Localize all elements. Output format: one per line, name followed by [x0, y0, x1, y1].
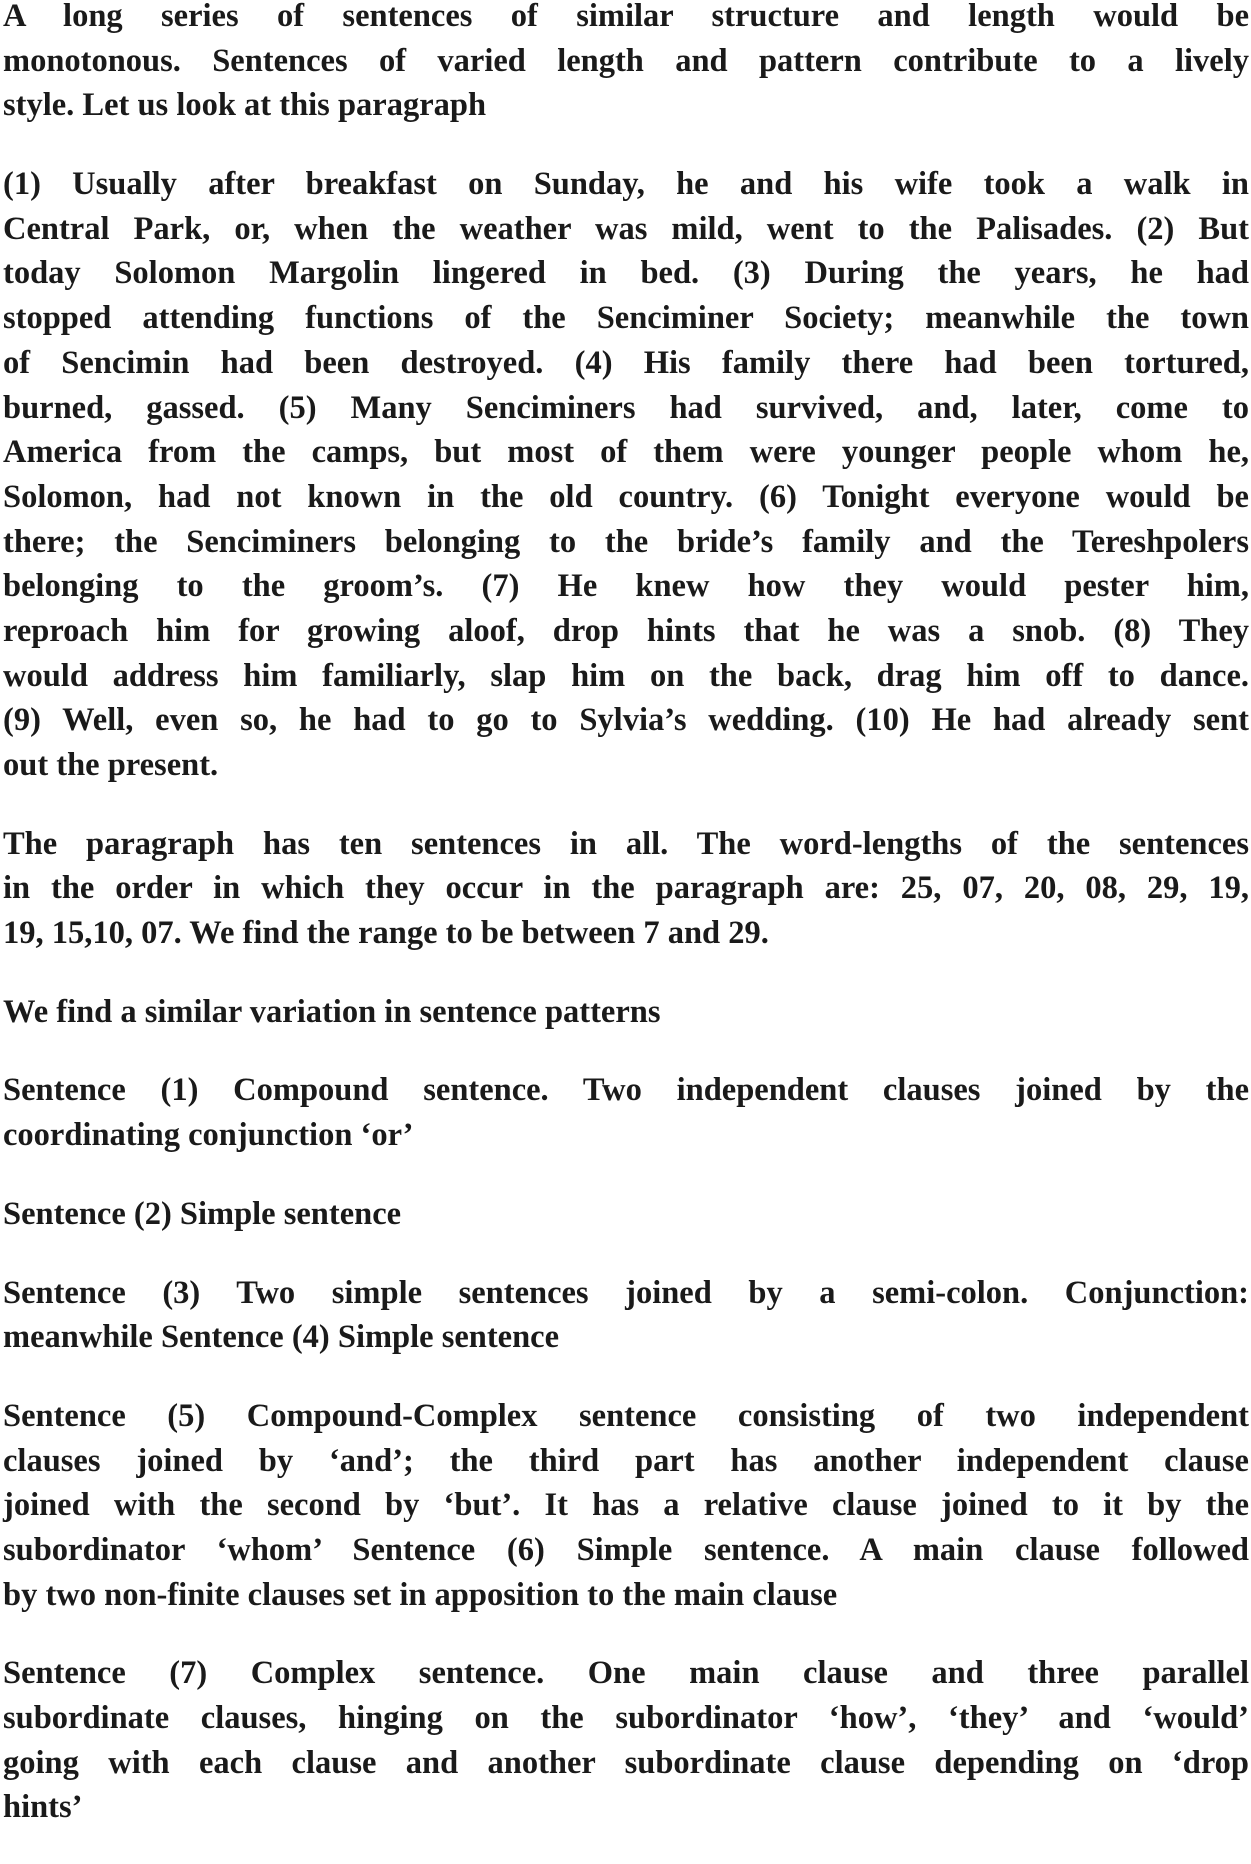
text-line: burned, gassed. (5) Many Senciminers had survived, and, later, come to: [3, 389, 1249, 426]
text-line: We find a similar variation in sentence patterns: [3, 993, 661, 1030]
paragraph: [3, 1651, 1249, 1830]
text-line: A long series of sentences of similar structure and length would be: [3, 0, 1249, 34]
text-line: going with each clause and another subordinate clause depending on ‘drop: [3, 1744, 1249, 1781]
text-line: (9) Well, even so, he had to go to Sylvia’s wedding. (10) He had already sent: [3, 702, 1249, 739]
paragraph: [3, 1271, 1249, 1360]
text-line: coordinating conjunction ‘or’: [3, 1117, 414, 1154]
paragraph: [3, 0, 1249, 128]
text-line: The paragraph has ten sentences in all. The word-lengths of the sentences: [3, 825, 1249, 862]
text-line: Sentence (5) Compound-Complex sentence consisting of two independent: [3, 1397, 1249, 1434]
text-line: clauses joined by ‘and’; the third part has another independent clause: [3, 1442, 1249, 1479]
text-line: hints’: [3, 1789, 83, 1826]
text-line: of Sencimin had been destroyed. (4) His family there had been tortured,: [3, 344, 1249, 381]
text-line: out the present.: [3, 747, 219, 783]
text-line: Sentence (3) Two simple sentences joined by a semi-colon. Conjunction:: [3, 1274, 1249, 1311]
text-line: Central Park, or, when the weather was mild, went to the Palisades. (2) But: [3, 210, 1249, 247]
text-line: (1) Usually after breakfast on Sunday, he and his wife took a walk in: [3, 166, 1249, 203]
text-line: Sentence (1) Compound sentence. Two independent clauses joined by the: [3, 1072, 1249, 1109]
text-line: Solomon, had not known in the old country. (6) Tonight everyone would be: [3, 478, 1249, 515]
paragraph: [3, 1068, 1249, 1157]
text-line: joined with the second by ‘but’. It has a relative clause joined to it by the: [3, 1487, 1249, 1524]
text-line: would address him familiarly, slap him on the back, drag him off to dance.: [3, 657, 1249, 694]
paragraph: [3, 1192, 1249, 1237]
text-line: Sentence (7) Complex sentence. One main clause and three parallel: [3, 1655, 1249, 1692]
text-line: America from the camps, but most of them were younger people whom he,: [3, 434, 1249, 471]
text-line: in the order in which they occur in the paragraph are: 25, 07, 20, 08, 29, 19,: [3, 870, 1249, 907]
text-line: there; the Senciminers belonging to the bride’s family and the Tereshpolers: [3, 523, 1249, 560]
text-line: by two non-finite clauses set in apposition to the main clause: [3, 1576, 838, 1613]
text-line: subordinate clauses, hinging on the subordinator ‘how’, ‘they’ and ‘would’: [3, 1700, 1249, 1736]
paragraph: [3, 162, 1249, 788]
text-line: style. Let us look at this paragraph: [3, 87, 487, 124]
text-line: reproach him for growing aloof, drop hints that he was a snob. (8) They: [3, 612, 1249, 649]
text-line: belonging to the groom’s. (7) He knew how they would pester him,: [3, 568, 1249, 605]
paragraph: [3, 822, 1249, 956]
document-body: [3, 0, 1249, 1864]
text-line: today Solomon Margolin lingered in bed. (3) During the years, he had: [3, 255, 1249, 292]
text-line: 19, 15,10, 07. We find the range to be between 7 and 29.: [3, 915, 769, 952]
text-line: subordinator ‘whom’ Sentence (6) Simple sentence. A main clause followed: [3, 1531, 1249, 1568]
paragraph: [3, 1394, 1249, 1617]
text-line: meanwhile Sentence (4) Simple sentence: [3, 1319, 560, 1356]
paragraph: [3, 990, 1249, 1035]
text-line: stopped attending functions of the Senciminer Society; meanwhile the town: [3, 300, 1249, 337]
text-line: monotonous. Sentences of varied length and pattern contribute to a lively: [3, 42, 1249, 79]
text-line: Sentence (2) Simple sentence: [3, 1195, 402, 1232]
